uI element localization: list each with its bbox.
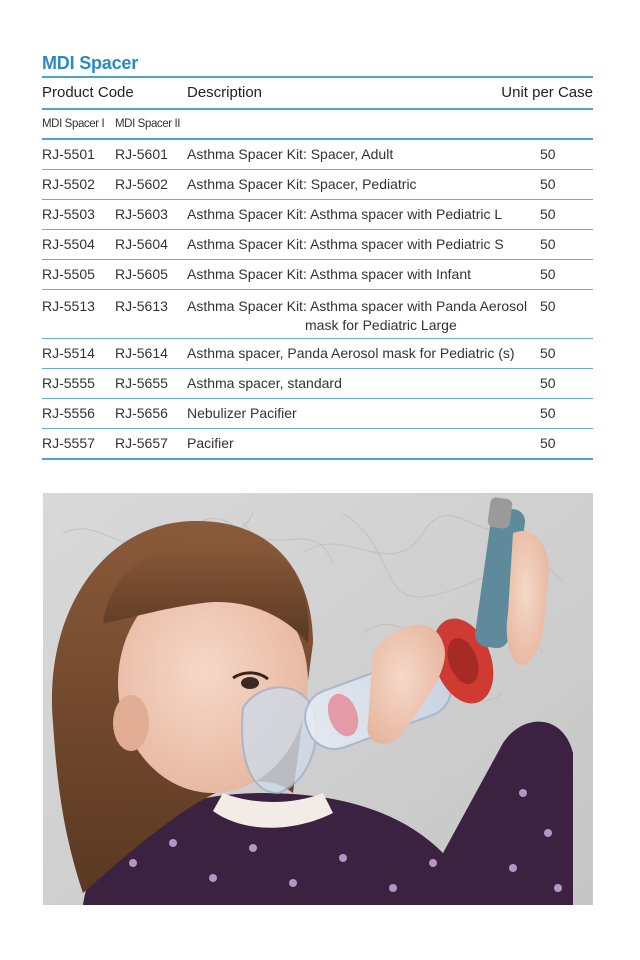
description: Asthma Spacer Kit: Asthma spacer with Pediatric S [187, 236, 504, 252]
code-spacer-2: RJ-5604 [115, 236, 168, 252]
code-spacer-2: RJ-5613 [115, 298, 168, 314]
subheader-spacer-1: MDI Spacer I [42, 118, 105, 130]
description [187, 297, 532, 335]
table-row [42, 170, 593, 200]
code-spacer-1: RJ-5556 [42, 405, 95, 421]
units: 50 [540, 146, 556, 162]
units: 50 [540, 266, 556, 282]
code-spacer-1: RJ-5557 [42, 435, 95, 451]
description-line-1: Asthma Spacer Kit: Asthma spacer with Panda Aerosol [187, 298, 528, 314]
code-spacer-2: RJ-5657 [115, 435, 168, 451]
table-subheader [42, 110, 593, 138]
code-spacer-1: RJ-5503 [42, 206, 95, 222]
description: Asthma Spacer Kit: Spacer, Adult [187, 146, 394, 162]
description: Asthma Spacer Kit: Spacer, Pediatric [187, 176, 417, 192]
table-row [42, 230, 593, 260]
code-spacer-2: RJ-5605 [115, 266, 168, 282]
section-title: MDI Spacer [42, 53, 139, 73]
table-row [42, 429, 593, 460]
table-row [42, 140, 593, 170]
code-spacer-1: RJ-5502 [42, 176, 95, 192]
code-spacer-2: RJ-5602 [115, 176, 168, 192]
product-photo [43, 493, 593, 905]
description: Asthma spacer, Panda Aerosol mask for Pediatric (s) [187, 345, 515, 361]
table-body [42, 140, 593, 460]
units: 50 [540, 345, 556, 361]
code-spacer-1: RJ-5505 [42, 266, 95, 282]
table-row [42, 339, 593, 369]
table-header [42, 78, 593, 108]
description-line-2: mask for Pediatric Large [305, 317, 457, 333]
code-spacer-1: RJ-5513 [42, 298, 95, 314]
table-row [42, 399, 593, 429]
product-sheet [42, 50, 593, 460]
header-unit-per-case: Unit per Case [501, 84, 593, 101]
table-row [42, 200, 593, 230]
description: Asthma Spacer Kit: Asthma spacer with Infant [187, 266, 472, 282]
code-spacer-2: RJ-5656 [115, 405, 168, 421]
child-using-spacer-illustration [43, 493, 593, 905]
table-row [42, 290, 593, 339]
header-description: Description [187, 84, 263, 101]
units: 50 [540, 236, 556, 252]
code-spacer-1: RJ-5504 [42, 236, 95, 252]
units: 50 [540, 375, 556, 391]
header-product-code: Product Code [42, 84, 134, 101]
units: 50 [540, 435, 556, 451]
units: 50 [540, 405, 556, 421]
code-spacer-1: RJ-5555 [42, 375, 95, 391]
code-spacer-2: RJ-5655 [115, 375, 168, 391]
code-spacer-1: RJ-5514 [42, 345, 95, 361]
table-row [42, 260, 593, 290]
table-row [42, 369, 593, 399]
description: Asthma spacer, standard [187, 375, 342, 391]
code-spacer-2: RJ-5603 [115, 206, 168, 222]
units: 50 [540, 176, 556, 192]
description: Asthma Spacer Kit: Asthma spacer with Pediatric L [187, 206, 503, 222]
code-spacer-2: RJ-5601 [115, 146, 168, 162]
code-spacer-1: RJ-5501 [42, 146, 95, 162]
code-spacer-2: RJ-5614 [115, 345, 168, 361]
description: Nebulizer Pacifier [187, 405, 297, 421]
units: 50 [540, 206, 556, 222]
units: 50 [540, 298, 556, 314]
description: Pacifier [187, 435, 234, 451]
subheader-spacer-2: MDI Spacer II [115, 118, 181, 130]
